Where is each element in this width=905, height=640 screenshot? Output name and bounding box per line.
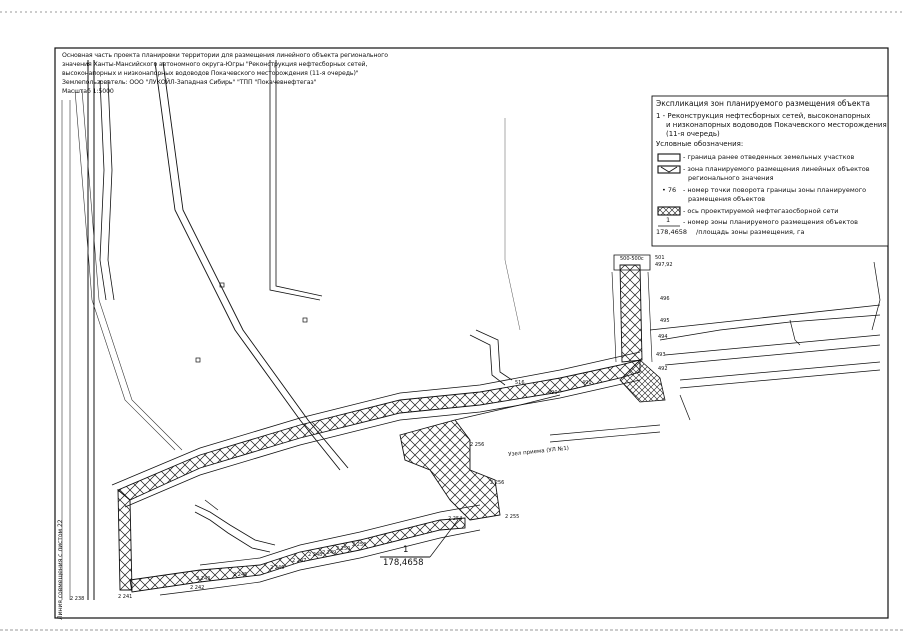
legend-symbol-5-text: - номер зоны планируемого размещения объектов: [683, 218, 858, 226]
point-label: 2 254: [448, 516, 463, 522]
legend-fraction-number: 1: [666, 216, 671, 224]
header-line-5: Масштаб 1:5000: [62, 88, 114, 95]
node-area: [400, 420, 500, 520]
legend-symbol-3-text-2: размещения объектов: [688, 195, 766, 203]
point-label: 495: [660, 318, 670, 324]
corridor-upper: [118, 360, 640, 500]
corridor-lower: [130, 518, 465, 592]
legend-symbol-4-text: - ось проектируемой нефтегазосборной сети: [683, 207, 839, 215]
point-label: 2 249: [322, 550, 337, 556]
point-label: 497,92: [655, 262, 673, 268]
point-label: 2 255: [505, 514, 520, 520]
legend-symbol-5-text-2: /площадь зоны размещения, га: [696, 228, 805, 236]
legend-item-1-line-2: и низконапорных водоводов Покачевского месторождения: [666, 121, 887, 129]
legend-item-1-line-3: (11-я очередь): [666, 130, 720, 138]
legend-symbols-title: Условные обозначения:: [656, 140, 744, 148]
header-line-2: значения Ханты-Мансийского автономного округа-Югры "Реконструкция нефтесборных сетей,: [62, 61, 368, 68]
zone-area: 178,4658: [383, 558, 424, 568]
point-label: 2 253: [352, 542, 367, 548]
point-label: 501: [655, 255, 665, 261]
corridor-left: [118, 490, 132, 590]
legend-symbol-3-text: - номер точки поворота границы зоны планируемого: [683, 186, 867, 194]
header-line-4: Землепользователь: ООО "ЛУКОЙЛ-Западная Сибирь" "ТПП "Покачевнефтегаз": [62, 79, 317, 86]
node-label: Узел приема (УЛ №1): [508, 445, 570, 458]
point-label: 516: [515, 380, 525, 386]
legend-symbol-2-text-2: регионального значения: [688, 174, 774, 182]
legend-item-1-line-1: 1 - Реконструкция нефтесборных сетей, высоконапорных: [656, 112, 871, 120]
legend-symbol-2-text: - зона планируемого размещения линейных объектов: [683, 165, 870, 173]
legend-fraction-area: 178,4658: [656, 228, 688, 236]
zone-number: 1: [403, 545, 409, 555]
point-label: 2 248: [308, 552, 323, 558]
point-label: 493: [656, 352, 666, 358]
point-label: 492: [658, 366, 668, 372]
point-label: 500-500с: [620, 256, 644, 262]
point-label: 2 245: [233, 572, 248, 578]
point-label: 491: [582, 380, 592, 386]
point-label: 2 238: [70, 596, 85, 602]
point-label: 2 256: [470, 442, 485, 448]
point-label: 2 242: [190, 585, 205, 591]
point-label: 494: [658, 334, 668, 340]
legend-point-marker: • 76: [662, 186, 677, 194]
point-label: 496: [660, 296, 670, 302]
header-line-1: Основная часть проекта планировки территории для размещения линейного объекта регионального: [62, 52, 388, 59]
corridor-riser: [620, 265, 642, 362]
point-label: 490: [548, 390, 558, 396]
point-label: 2 247: [292, 558, 307, 564]
point-label: 2 246: [270, 565, 285, 571]
point-label: 2 256: [490, 480, 505, 486]
legend-symbol-1-text: - граница ранее отведенных земельных участков: [683, 153, 855, 161]
header-line-3: высоконапорных и низконапорных водоводов Покачевского месторождения (11-я очередь)": [62, 70, 359, 77]
legend-axis-symbol: [658, 207, 680, 215]
point-label: 2 241: [118, 594, 133, 600]
edge-note: Линия совмещения с листом 22: [57, 519, 64, 620]
point-label: 2 243: [196, 576, 211, 582]
point-label: 2 250: [336, 546, 351, 552]
legend-title: Экспликация зон планируемого размещения объекта: [656, 99, 870, 108]
